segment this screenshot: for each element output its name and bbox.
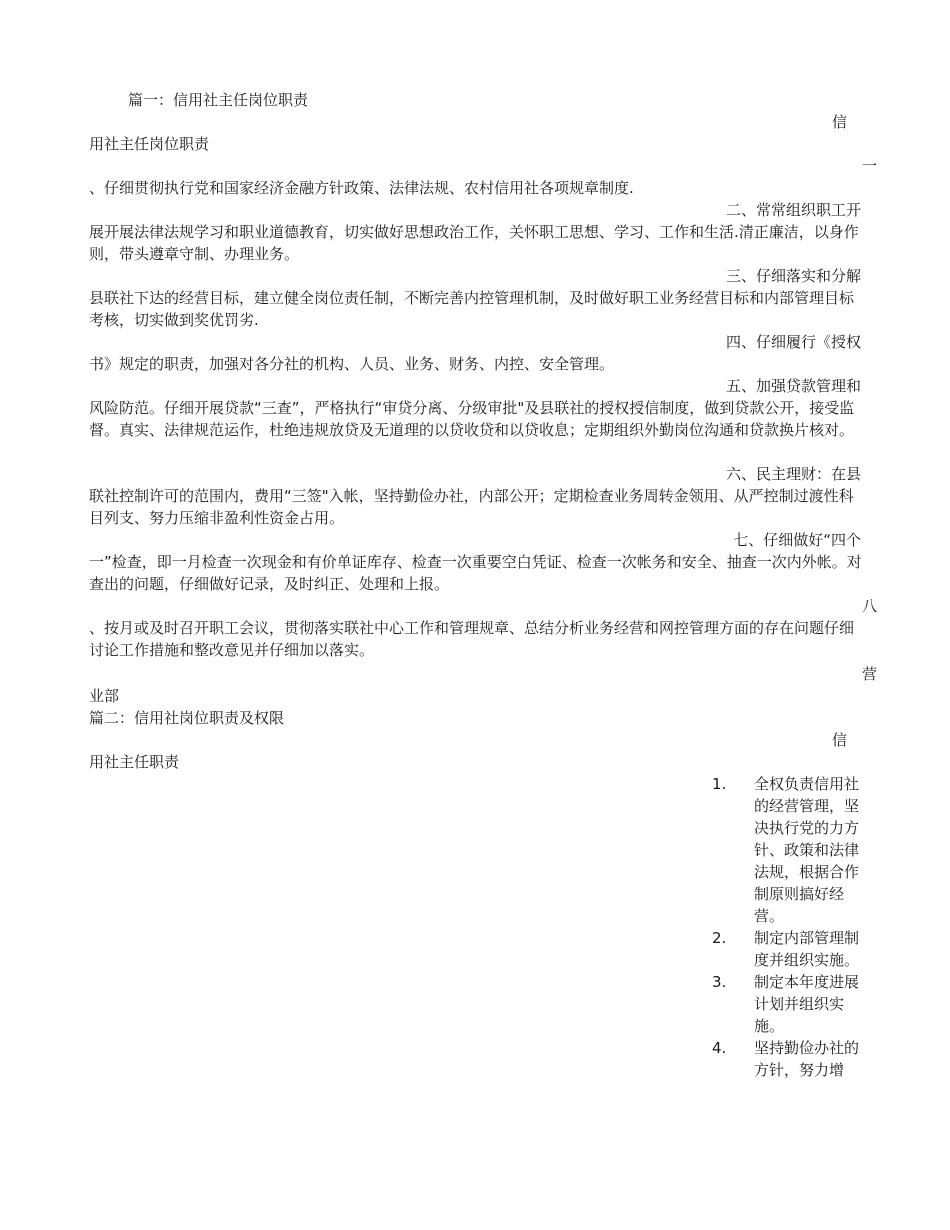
list-text: 制定本年度进展计划并组织实施。 [754, 973, 860, 1035]
section-title: 用社主任职责 [89, 753, 180, 771]
list-text: 全权负责信用社的经营管理，坚决执行党的力方针、政策和法律法规，根据合作制原则搞好经营。 [754, 775, 860, 925]
list-number: 1. [712, 775, 727, 793]
title-lead-char: 营 [862, 665, 878, 683]
numbered-list [712, 773, 862, 1081]
paragraph: 、仔细贯彻执行党和国家经济金融方针政策、法律法规、农村信用社各项规章制度. [89, 179, 634, 197]
list-text: 制定内部管理制度并组织实施。 [754, 929, 860, 969]
list-number: 3. [712, 973, 727, 991]
section-heading: 篇二：信用社岗位职责及权限 [89, 709, 285, 727]
item-lead: 八 [862, 597, 878, 615]
list-text: 坚持勤俭办社的方针，努力增 [754, 1039, 860, 1079]
title-lead-char: 信 [832, 113, 848, 131]
section-title: 用社主任岗位职责 [89, 135, 210, 153]
item-lead: 二、常常组织职工开 [725, 201, 861, 219]
item-lead: 六、民主理财：在县 [725, 465, 861, 483]
list-item [712, 971, 862, 1037]
paragraph: 展开展法律法规学习和职业道德教育，切实做好思想政治工作，关怀职工思想、学习、工作和生活.清正廉洁，以身作则，带头遵章守制、办理业务。 [89, 223, 859, 263]
list-item [712, 773, 862, 927]
item-lead: 五、加强贷款管理和 [725, 377, 861, 395]
item-lead: 四、仔细履行《授权 [725, 333, 861, 351]
title-lead-char: 信 [832, 731, 848, 749]
section-heading: 篇一：信用社主任岗位职责 [128, 91, 309, 109]
list-item [712, 927, 862, 971]
paragraph: 县联社下达的经营目标，建立健全岗位责任制，不断完善内控管理机制，及时做好职工业务经营目标和内部管理目标考核，切实做到奖优罚劣. [89, 289, 855, 329]
list-number: 4. [712, 1039, 727, 1057]
item-lead: 一 [862, 157, 878, 175]
paragraph: 、按月或及时召开职工会议，贯彻落实联社中心工作和管理规章、总结分析业务经营和网控管理方面的存在问题仔细讨论工作措施和整改意见并仔细加以落实。 [89, 619, 855, 659]
item-lead: 七、仔细做好“四个 [733, 531, 861, 549]
paragraph: 联社控制许可的范围内，费用“三签"入帐，坚持勤俭办社，内部公开；定期检查业务周转金领用、从严控制过渡性科目列支、努力压缩非盈利性资金占用。 [89, 487, 854, 527]
paragraph: 风险防范。仔细开展贷款“三查”，严格执行“审贷分离、分级审批"及县联社的授权授信制度，做到贷款公开，接受监督。真实、法律规范运作，杜绝违规放贷及无道理的以贷收贷和以贷收息；定期组织外勤岗位沟通和贷款换片核对。 [89, 399, 855, 439]
department-label: 业部 [89, 687, 120, 705]
list-item [712, 1037, 862, 1081]
paragraph: 一”检查，即一月检查一次现金和有价单证库存、检查一次重要空白凭证、检查一次帐务和安全、抽查一次内外帐。对查出的问题，仔细做好记录，及时纠正、处理和上报。 [89, 553, 862, 593]
list-number: 2. [712, 929, 727, 947]
paragraph: 书》规定的职责，加强对各分社的机构、人员、业务、财务、内控、安全管理。 [89, 355, 615, 373]
item-lead: 三、仔细落实和分解 [725, 267, 861, 285]
